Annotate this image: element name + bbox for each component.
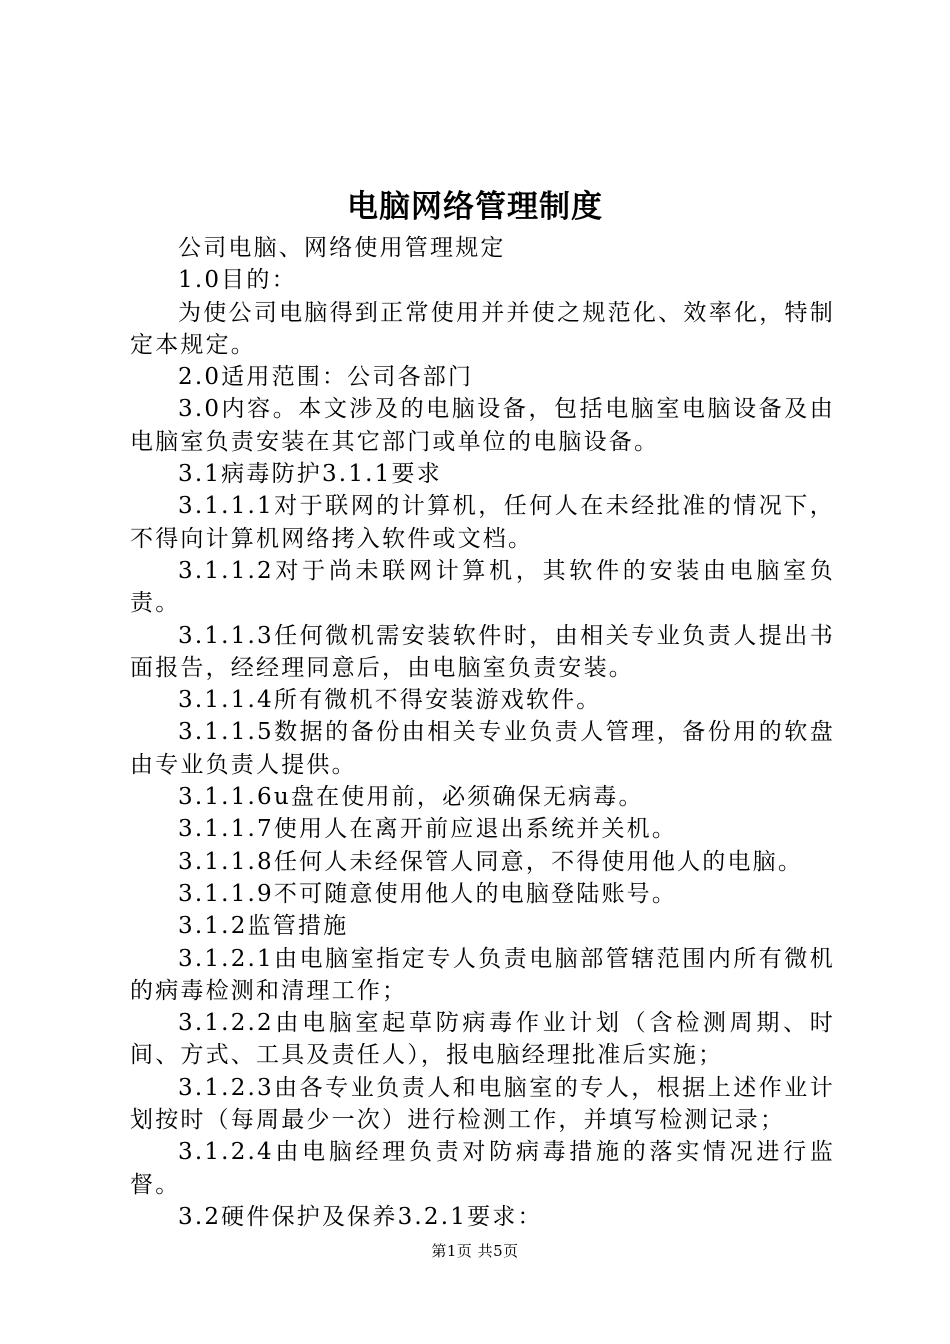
paragraph: 3.0内容。本文涉及的电脑设备，包括电脑室电脑设备及由电脑室负责安装在其它部门或单位的电脑设备。 [130,396,835,455]
paragraph: 3.1.2.4由电脑经理负责对防病毒措施的落实情况进行监督。 [130,1139,835,1198]
paragraph: 为使公司电脑得到正常使用并并使之规范化、效率化，特制定本规定。 [130,299,835,358]
paragraph: 3.1.1.2对于尚未联网计算机，其软件的安装由电脑室负责。 [130,557,835,617]
paragraph: 2.0适用范围：公司各部门 [178,364,474,391]
paragraph: 1.0目的： [178,267,297,294]
paragraph: 3.1.1.5数据的备份由相关专业负责人管理，备份用的软盘由专业负责人提供。 [130,719,835,778]
paragraph: 3.1.1.9不可随意使用他人的电脑登陆账号。 [178,880,678,907]
paragraph: 3.2硬件保护及保养3.2.1要求： [178,1203,543,1230]
paragraph: 3.1.2.1由电脑室指定专人负责电脑部管辖范围内所有微机的病毒检测和清理工作； [130,945,835,1004]
paragraph: 3.1.1.8任何人未经保管人同意，不得使用他人的电脑。 [178,848,804,875]
paragraph: 3.1.2.2由电脑室起草防病毒作业计划（含检测周期、时间、方式、工具及责任人），报电脑经理批准后实施； [130,1010,835,1069]
paragraph: 3.1.1.3任何微机需安装软件时，由相关专业负责人提出书面报告，经经理同意后，由电脑室负责安装。 [130,622,835,681]
paragraph: 3.1.2.3由各专业负责人和电脑室的专人，根据上述作业计划按时（每周最少一次）进行检测工作，并填写检测记录； [130,1074,835,1134]
paragraph: 3.1.1.6u盘在使用前，必须确保无病毒。 [178,784,644,811]
paragraph: 3.1.1.7使用人在离开前应退出系统并关机。 [178,816,678,843]
paragraph: 3.1.1.1对于联网的计算机，任何人在未经批准的情况下，不得向计算机网络拷入软件或文档。 [130,493,835,552]
paragraph: 3.1.2监管措施 [178,913,349,940]
paragraph: 3.1病毒防护3.1.1要求 [178,461,442,488]
document-body [130,232,835,1233]
page-footer: 第1页 共5页 [431,1242,519,1260]
page-title: 电脑网络管理制度 [347,189,603,225]
paragraph: 公司电脑、网络使用管理规定 [178,235,506,261]
paragraph: 3.1.1.4所有微机不得安装游戏软件。 [178,687,602,714]
